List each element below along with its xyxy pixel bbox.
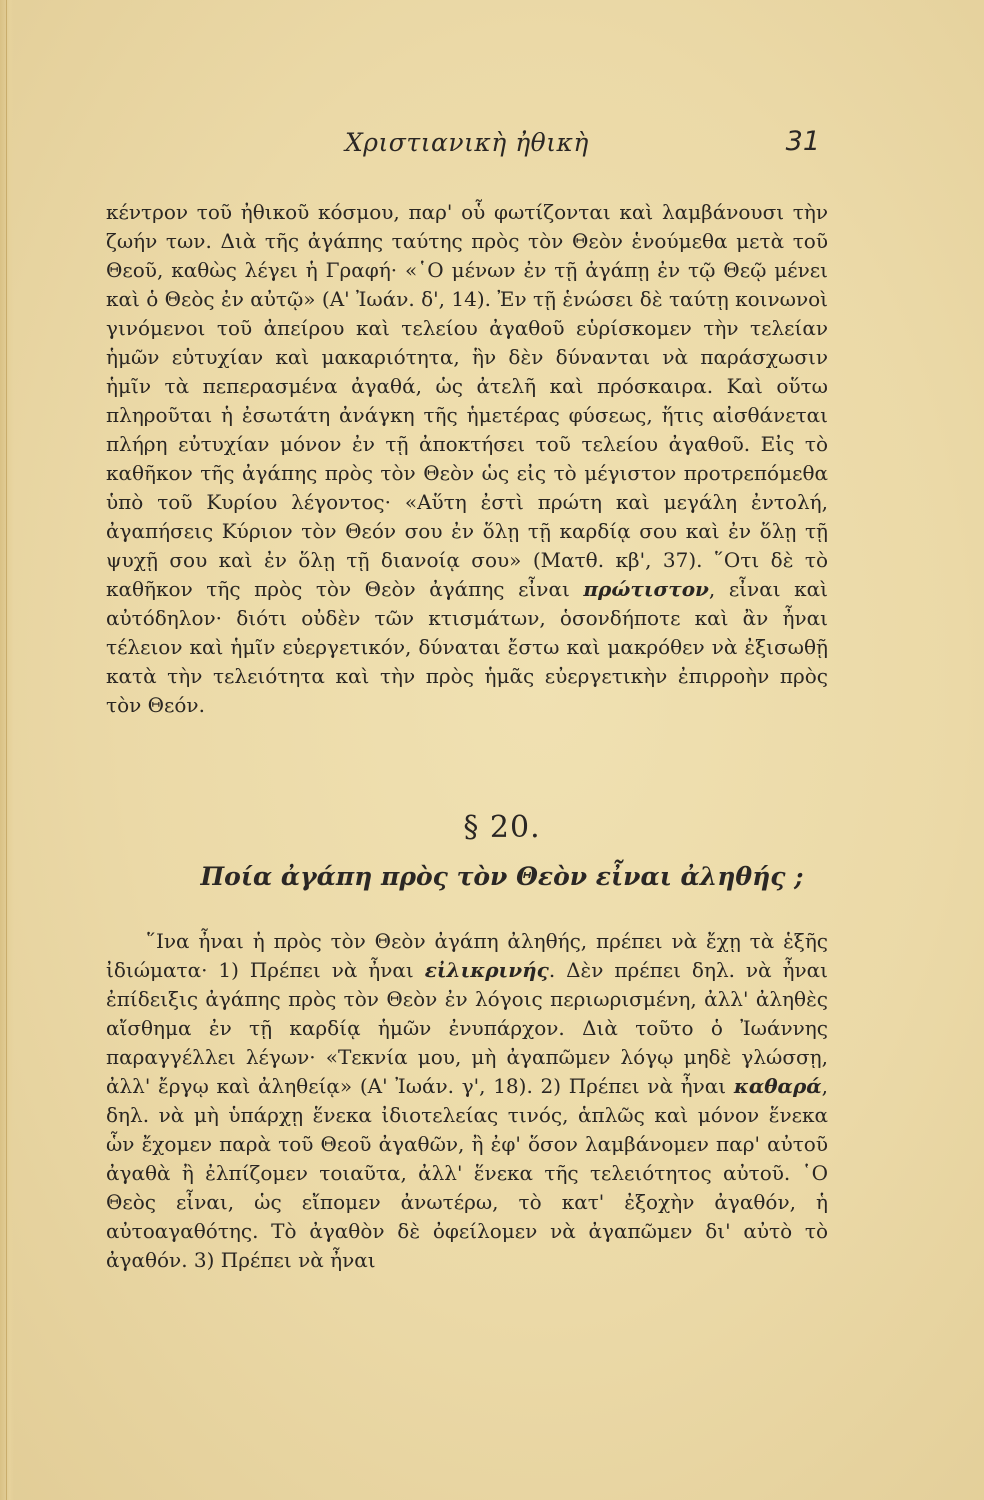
page-number: 31	[785, 126, 820, 157]
page-fold-shadow	[0, 0, 14, 1500]
emphasized-word: πρώτιστον	[583, 577, 709, 601]
body-text-bottom	[106, 927, 828, 1275]
paragraph-text: κέντρον τοῦ ἠθικοῦ κόσμου, παρ' οὗ φωτίζονται καὶ λαμβάνουσι τὴν ζωήν των. Διὰ τῆς ἀγάπης ταύτης πρὸς τὸν Θεὸν ἑνούμεθα μετὰ τοῦ Θεοῦ, καθὼς λέγει ἡ Γραφή· «῾Ο μένων ἐν τῇ ἀγάπῃ ἐν τῷ Θεῷ μένει καὶ ὁ Θεὸς ἐν αὐτῷ» (Α' Ἰωάν. δ', 14). Ἐν τῇ ἑνώσει δὲ ταύτῃ κοινωνοὶ γινόμενοι τοῦ ἀπείρου καὶ τελείου ἀγαθοῦ εὑρίσκομεν τὴν τελείαν ἡμῶν εὐτυχίαν καὶ μακαριότητα, ἣν δὲν δύνανται νὰ παράσχωσιν ἡμῖν τὰ πεπερασμένα ἀγαθά, ὡς ἀτελῆ καὶ πρόσκαιρα. Καὶ οὕτω πληροῦται ἡ ἐσωτάτη ἀνάγκη τῆς ἡμετέρας φύσεως, ἥτις αἰσθάνεται πλήρη εὐτυχίαν μόνον ἐν τῇ ἀποκτήσει τοῦ τελείου ἀγαθοῦ. Εἰς τὸ καθῆκον τῆς ἀγάπης πρὸς τὸν Θεὸν ὡς εἰς τὸ μέγιστον προτρεπόμεθα ὑπὸ τοῦ Κυρίου λέγοντος· «Αὕτη ἐστὶ πρώτη καὶ μεγάλη ἐντολή, ἀγαπήσεις Κύριον τὸν Θεόν σου ἐν ὅλῃ τῇ καρδίᾳ σου καὶ ἐν ὅλῃ τῇ ψυχῇ σου καὶ ἐν ὅλῃ τῇ διανοίᾳ σου» (Ματθ. κβ', 37). ῞Οτι δὲ τὸ καθῆκον τῆς πρὸς τὸν Θεὸν ἀγάπης εἶναι	[106, 200, 828, 601]
paragraph-text: , δηλ. νὰ μὴ ὑπάρχῃ ἕνεκα ἰδιοτελείας τινός, ἁπλῶς καὶ μόνον ἕνεκα ὧν ἔχομεν παρὰ τοῦ Θεοῦ ἀγαθῶν, ἢ ἐφ' ὅσον λαμβάνομεν παρ' αὐτοῦ ἀγαθὰ ἢ ἐλπίζομεν τοιαῦτα, ἀλλ' ἕνεκα τῆς τελειότητος αὐτοῦ. ῾Ο Θεὸς εἶναι, ὡς εἴπομεν ἀνωτέρω, τὸ κατ' ἐξοχὴν ἀγαθόν, ἡ αὐτοαγαθότης. Τὸ ἀγαθὸν δὲ ὀφείλομεν νὰ ἀγαπῶμεν δι' αὐτὸ τὸ ἀγαθόν. 3) Πρέπει νὰ ἦναι	[106, 1074, 828, 1272]
page-fold-line	[6, 0, 7, 1500]
body-text-top	[106, 198, 828, 720]
emphasized-word: εἰλικρινής	[424, 958, 549, 982]
emphasized-word: καθαρά	[733, 1074, 822, 1098]
paragraph-text: ῞Ινα ἦναι ἡ πρὸς τὸν Θεὸν ἀγάπη ἀληθής, πρέπει νὰ ἔχῃ τὰ ἑξῆς ἰδιώματα· 1) Πρέπει νὰ ἦναι	[106, 929, 828, 982]
paragraph-text: , εἶναι καὶ αὐτόδηλον· διότι οὐδὲν τῶν κτισμάτων, ὁσονδήποτε καὶ ἂν ἦναι τέλειον καὶ ἡμῖν εὐεργετικόν, δύναται ἔστω καὶ μακρόθεν νὰ ἐξισωθῇ κατὰ τὴν τελειότητα καὶ τὴν πρὸς ἡμᾶς εὐεργετικὴν ἐπιρροὴν πρὸς τὸν Θεόν.	[106, 577, 828, 717]
page-header	[100, 128, 826, 164]
paragraph-continuation	[106, 198, 828, 720]
running-title: Χριστιανικὴ ἠθικὴ	[345, 128, 589, 157]
paragraph-text: . Δὲν πρέπει δηλ. νὰ ἦναι ἐπίδειξις ἀγάπης πρὸς τὸν Θεὸν ἐν λόγοις περιωρισμένη, ἀλλ' ἀληθὲς αἴσθημα ἐν τῇ καρδίᾳ ἡμῶν ἐνυπάρχον. Διὰ τοῦτο ὁ Ἰωάννης παραγγέλλει λέγων· «Τεκνία μου, μὴ ἀγαπῶμεν λόγῳ μηδὲ γλώσσῃ, ἀλλ' ἔργῳ καὶ ἀληθείᾳ» (Α' Ἰωάν. γ', 18). 2) Πρέπει νὰ ἦναι	[106, 958, 828, 1098]
section-number: § 20.	[463, 810, 541, 845]
paragraph	[106, 927, 828, 1275]
section-heading: Ποία ἀγάπη πρὸς τὸν Θεὸν εἶναι ἀληθής ;	[200, 862, 804, 891]
